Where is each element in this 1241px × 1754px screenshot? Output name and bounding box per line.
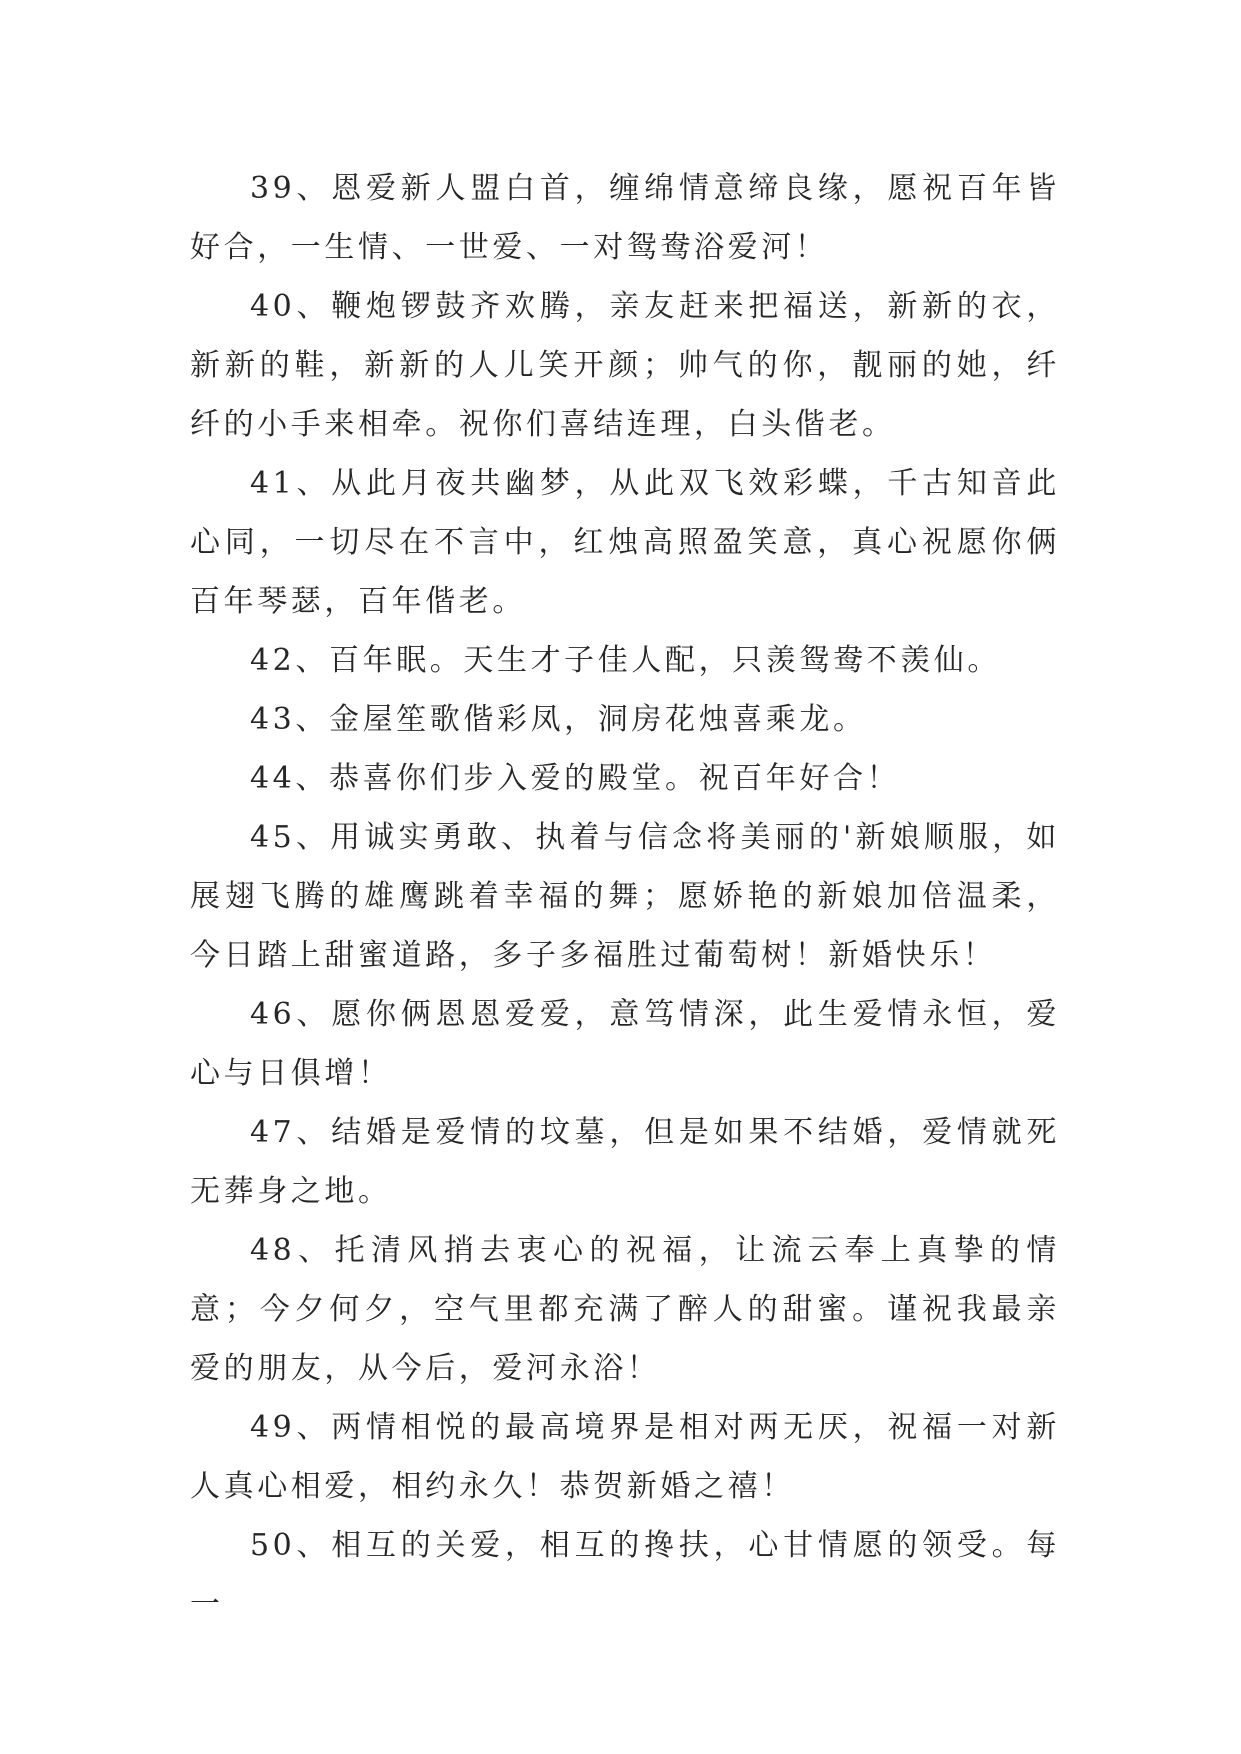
paragraph-39: 39、恩爱新人盟白首，缠绵情意缔良缘，愿祝百年皆好合，一生情、一世爱、一对鸳鸯浴爱河！ [190, 171, 1060, 265]
paragraph-48: 48、托清风捎去衷心的祝福，让流云奉上真挚的情意；今夕何夕，空气里都充满了醉人的甜蜜。谨祝我最亲爱的朋友，从今后，爱河永浴！ [190, 1233, 1060, 1386]
paragraph-47: 47、结婚是爱情的坟墓，但是如果不结婚，爱情就死无葬身之地。 [190, 1115, 1060, 1209]
paragraph-49: 49、两情相悦的最高境界是相对两无厌，祝福一对新人真心相爱，相约永久！恭贺新婚之禧！ [190, 1410, 1060, 1504]
paragraph-44: 44、恭喜你们步入爱的殿堂。祝百年好合！ [250, 761, 901, 796]
paragraph-42: 42、百年眠。天生才子佳人配，只羡鸳鸯不羡仙。 [250, 643, 1001, 678]
paragraph-43: 43、金屋笙歌偕彩凤，洞房花烛喜乘龙。 [250, 702, 867, 737]
document-body [190, 159, 1060, 1634]
paragraph-45: 45、用诚实勇敢、执着与信念将美丽的'新娘顺服，如展翅飞腾的雄鹰跳着幸福的舞；愿娇艳的新娘加倍温柔，今日踏上甜蜜道路，多子多福胜过葡萄树！新婚快乐！ [190, 820, 1060, 973]
paragraph-41: 41、从此月夜共幽梦，从此双飞效彩蝶，千古知音此心同，一切尽在不言中，红烛高照盈笑意，真心祝愿你俩百年琴瑟，百年偕老。 [190, 466, 1060, 619]
paragraph-50: 50、相互的关爱，相互的搀扶，心甘情愿的领受。每一 [190, 1528, 1060, 1622]
paragraph-46: 46、愿你俩恩恩爱爱，意笃情深，此生爱情永恒，爱心与日俱增！ [190, 997, 1060, 1091]
paragraph-40: 40、鞭炮锣鼓齐欢腾，亲友赶来把福送，新新的衣，新新的鞋，新新的人儿笑开颜；帅气的你，靓丽的她，纤纤的小手来相牵。祝你们喜结连理，白头偕老。 [190, 289, 1060, 442]
